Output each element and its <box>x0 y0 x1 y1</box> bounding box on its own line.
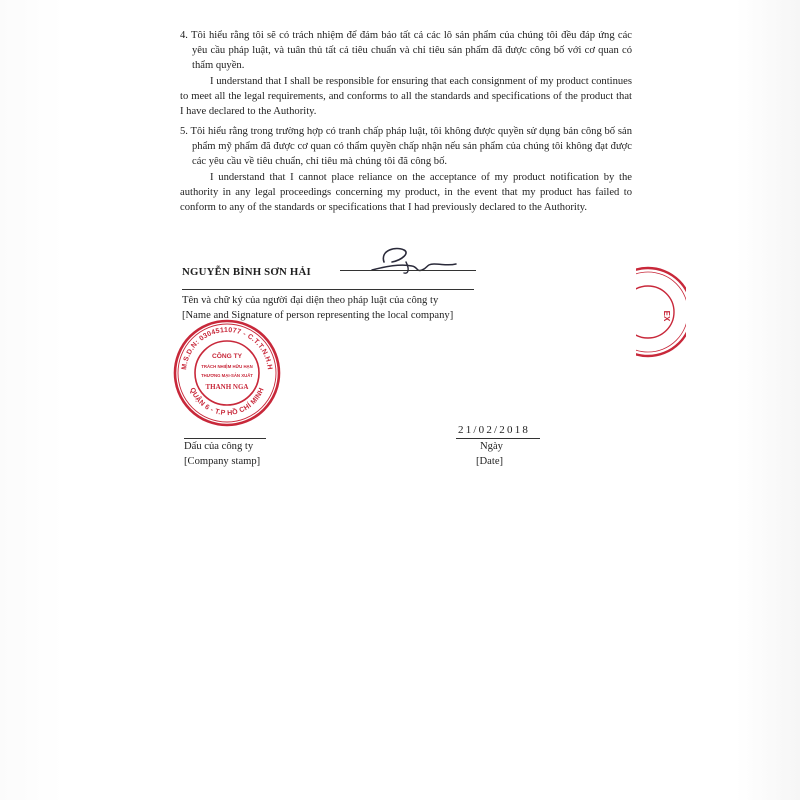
clause-4-vietnamese: 4. Tôi hiểu rằng tôi sẽ có trách nhiệm để đảm bảo tất cả các lô sản phẩm của chúng tôi đều đáp ứng các yêu cầu pháp luật, và tuân thủ tất cả tiêu chuẩn và chỉ tiêu sản phẩm đã được công bố với cơ quan có thẩm quyền. <box>180 30 632 72</box>
edge-stamp <box>636 260 686 364</box>
date-label <box>476 439 503 469</box>
clause-4 <box>180 28 632 119</box>
date-label-vietnamese: Ngày <box>480 441 503 452</box>
company-stamp-line-2: TRÁCH NHIỆM HỮU HẠN <box>201 364 253 369</box>
signatory-name: NGUYỄN BÌNH SƠN HẢI <box>182 266 311 278</box>
signatory-underline <box>182 289 474 290</box>
signatory-label-vietnamese: Tên và chữ ký của người đại diện theo pháp luật của công ty <box>182 295 439 306</box>
stamp-label-english: [Company stamp] <box>184 456 261 467</box>
signatory-label-english: [Name and Signature of person representing the local company] <box>182 310 454 321</box>
edge-stamp-side-text: EX <box>662 310 671 322</box>
company-stamp <box>172 318 282 428</box>
signature-line <box>340 270 476 271</box>
clause-5 <box>180 124 632 215</box>
handwritten-signature <box>352 240 462 280</box>
company-stamp-ring-top: M.S.D.N: 0304511077 - C.T.T.N.H.H <box>181 326 273 371</box>
company-stamp-line-3: THƯƠNG MẠI-SẢN XUẤT <box>201 373 253 378</box>
stamp-label <box>184 439 260 469</box>
clause-5-english: I understand that I cannot place reliance on the acceptance of my product notification by the authority in any legal proceedings concerning my product, in the event that my product has failed to conform to any of the standards or specifications that I had previously declared to the Authority. <box>180 171 632 214</box>
date-value: 21/02/2018 <box>458 424 531 436</box>
date-label-english: [Date] <box>476 456 504 467</box>
company-stamp-line-1: CÔNG TY <box>211 353 243 360</box>
clause-5-vietnamese: 5. Tôi hiểu rằng trong trường hợp có tranh chấp pháp luật, tôi không được quyền sử dụng bản công bố sản phẩm mỹ phẩm đã được cơ quan có thẩm quyền chấp nhận nếu sản phẩm của chúng tôi không đạt được các yêu cầu về tiêu chuẩn, chỉ tiêu mà chúng tôi đã công bố. <box>180 126 632 168</box>
company-stamp-ring-bottom: QUẬN 6 - T.P HỒ CHÍ MINH <box>188 386 266 418</box>
company-stamp-line-4: THANH NGA <box>205 383 249 391</box>
stamp-label-vietnamese: Dấu của công ty <box>184 441 254 452</box>
clause-4-english: I understand that I shall be responsible for ensuring that each consignment of my product continues to meet all the legal requirements, and conforms to all the standards and specifications of the product that I have declared to the Authority. <box>180 75 632 118</box>
